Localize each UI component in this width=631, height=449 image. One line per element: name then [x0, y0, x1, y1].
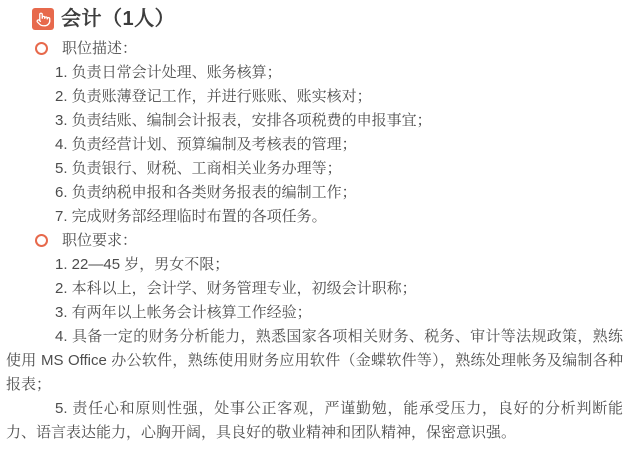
section-job-description [6, 37, 625, 229]
list-item: 2. 负责账薄登记工作，并进行账账、账实核对； [55, 88, 372, 105]
job-title-row[interactable] [6, 6, 625, 32]
section-header-requirements [6, 229, 625, 253]
list-item: 5. 负责银行、财税、工商相关业务办理等； [55, 160, 342, 177]
section-label: 职位要求： [62, 232, 138, 249]
list-item: 4. 具备一定的财务分析能力，熟悉国家各项相关财务、税务、审计等法规政策，熟练使用 MS Office 办公软件，熟练使用财务应用软件（金蝶软件等），熟练处理帐务及编制各种报表； [6, 328, 623, 393]
section-header-description [6, 37, 625, 61]
list-item: 2. 本科以上，会计学、财务管理专业，初级会计职称； [55, 280, 417, 297]
ring-bullet-icon [35, 234, 48, 247]
list-item: 1. 22—45 岁，男女不限； [55, 256, 230, 273]
list-item: 6. 负责纳税申报和各类财务报表的编制工作； [55, 184, 357, 201]
section-label: 职位描述： [62, 40, 138, 57]
list-item: 4. 负责经营计划、预算编制及考核表的管理； [55, 136, 357, 153]
list-item: 3. 负责结账、编制会计报表，安排各项税费的申报事宜； [55, 112, 432, 129]
list-item: 1. 负责日常会计处理、账务核算； [55, 64, 282, 81]
hand-pointer-icon [32, 8, 54, 30]
page-title: 会计（1人） [61, 8, 176, 30]
section-job-requirements [6, 229, 625, 445]
list-item: 3. 有两年以上帐务会计核算工作经验； [55, 304, 312, 321]
list-item: 5. 责任心和原则性强，处事公正客观，严谨勤勉，能承受压力，良好的分析判断能力、语言表达能力，心胸开阔，具良好的敬业精神和团队精神，保密意识强。 [6, 400, 623, 441]
list-item: 7. 完成财务部经理临时布置的各项任务。 [55, 208, 327, 225]
ring-bullet-icon [35, 42, 48, 55]
